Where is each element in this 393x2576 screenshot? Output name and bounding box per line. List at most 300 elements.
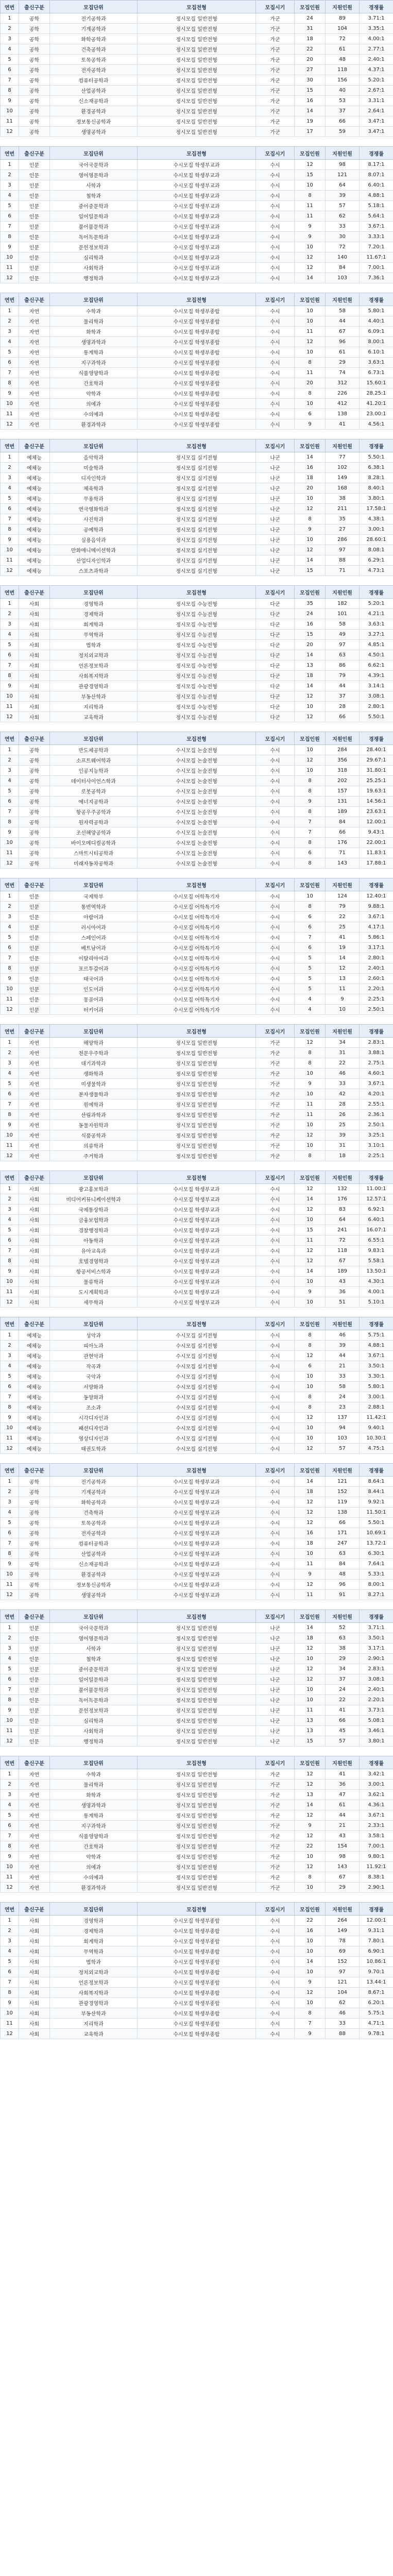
cell-quota: 16 <box>295 1528 326 1538</box>
cell-rate: 3.42:1 <box>360 1769 393 1780</box>
cell-dept: 수시모집 어학특기자 <box>138 933 256 943</box>
column-header: 연번 <box>1 586 19 599</box>
cell-quota: 9 <box>295 524 326 535</box>
cell-edu: 인공지능학과 <box>50 766 138 776</box>
cell-rate: 4.88:1 <box>360 1341 393 1351</box>
cell-rate: 4.88:1 <box>360 191 393 201</box>
cell-edu: 항공우주공학과 <box>50 807 138 817</box>
cell-no: 4 <box>1 1069 19 1079</box>
cell-kind: 가군 <box>256 1151 295 1161</box>
cell-app: 37 <box>326 106 360 116</box>
cell-rate: 23.63:1 <box>360 807 393 817</box>
cell-rate: 5.50:1 <box>360 1518 393 1528</box>
data-table <box>0 1902 393 2039</box>
cell-rate: 2.90:1 <box>360 1654 393 1664</box>
cell-quota: 11 <box>295 368 326 378</box>
cell-dept: 수시모집 실기전형 <box>138 1382 256 1392</box>
cell-rate: 3.63:1 <box>360 358 393 368</box>
cell-kind: 다군 <box>256 630 295 640</box>
cell-no: 1 <box>1 1623 19 1633</box>
table-header-row <box>1 1171 393 1184</box>
cell-no: 2 <box>1 1780 19 1790</box>
cell-edu: 수의예과 <box>50 1872 138 1883</box>
cell-type: 사회 <box>19 1287 50 1297</box>
table-row <box>1 1444 393 1454</box>
cell-type: 예체능 <box>19 1371 50 1382</box>
cell-dept: 정시모집 일반전형 <box>138 1862 256 1872</box>
table-row <box>1 86 393 96</box>
cell-type: 자연 <box>19 337 50 347</box>
cell-rate: 3.67:1 <box>360 1351 393 1361</box>
column-header: 출신구분 <box>19 1610 50 1623</box>
cell-quota: 12 <box>295 1643 326 1654</box>
column-header: 출신구분 <box>19 732 50 745</box>
cell-quota: 6 <box>295 922 326 933</box>
cell-quota: 16 <box>295 463 326 473</box>
cell-app: 34 <box>326 1664 360 1674</box>
table-row <box>1 347 393 358</box>
cell-kind: 수시 <box>256 1330 295 1341</box>
column-header: 경쟁률 <box>360 1 393 13</box>
cell-app: 35 <box>326 514 360 524</box>
table-row <box>1 180 393 191</box>
cell-edu: 산업공학과 <box>50 86 138 96</box>
cell-quota: 16 <box>295 96 326 106</box>
cell-rate: 23.00:1 <box>360 409 393 419</box>
cell-app: 9 <box>326 994 360 1005</box>
column-header: 모집시기 <box>256 878 295 891</box>
cell-app: 67 <box>326 1872 360 1883</box>
cell-rate: 3.27:1 <box>360 630 393 640</box>
cell-rate: 3.35:1 <box>360 24 393 34</box>
table-row <box>1 524 393 535</box>
table-row <box>1 817 393 827</box>
cell-edu: 산업디자인학과 <box>50 555 138 566</box>
cell-quota: 8 <box>295 388 326 399</box>
cell-dept: 정시모집 수능전형 <box>138 681 256 691</box>
cell-edu: 미생물학과 <box>50 1079 138 1089</box>
cell-no: 3 <box>1 1351 19 1361</box>
cell-kind: 수시 <box>256 1287 295 1297</box>
cell-rate: 4.60:1 <box>360 1069 393 1079</box>
cell-dept: 수시모집 논술전형 <box>138 817 256 827</box>
cell-app: 189 <box>326 807 360 817</box>
cell-dept: 수시모집 학생부교과 <box>138 1497 256 1507</box>
cell-no: 8 <box>1 1110 19 1120</box>
cell-edu: 불어불문학과 <box>50 1685 138 1695</box>
cell-type: 예체능 <box>19 1413 50 1423</box>
cell-dept: 수시모집 학생부교과 <box>138 1235 256 1246</box>
cell-type: 인문 <box>19 1623 50 1633</box>
cell-type: 사회 <box>19 1946 50 1957</box>
cell-dept: 정시모집 일반전형 <box>138 1790 256 1800</box>
cell-app: 71 <box>326 566 360 576</box>
cell-kind: 가군 <box>256 1048 295 1058</box>
cell-edu: 약학과 <box>50 388 138 399</box>
cell-no: 3 <box>1 619 19 630</box>
cell-kind: 수시 <box>256 1423 295 1433</box>
cell-kind: 나군 <box>256 483 295 494</box>
cell-kind: 수시 <box>256 1194 295 1205</box>
cell-dept: 수시모집 어학특기자 <box>138 902 256 912</box>
cell-quota: 9 <box>295 1821 326 1831</box>
cell-edu: 생화학과 <box>50 1069 138 1079</box>
cell-kind: 가군 <box>256 1069 295 1079</box>
column-header: 모집시기 <box>256 1025 295 1038</box>
cell-rate: 8.17:1 <box>360 160 393 170</box>
cell-no: 3 <box>1 1936 19 1946</box>
cell-app: 38 <box>326 494 360 504</box>
cell-type: 인문 <box>19 994 50 1005</box>
cell-no: 5 <box>1 1518 19 1528</box>
cell-edu: 철학과 <box>50 191 138 201</box>
cell-kind: 가군 <box>256 55 295 65</box>
cell-no: 11 <box>1 1726 19 1736</box>
table-row <box>1 1058 393 1069</box>
cell-app: 176 <box>326 1194 360 1205</box>
cell-app: 264 <box>326 1916 360 1926</box>
column-header: 모집전형 <box>138 586 256 599</box>
cell-rate: 6.29:1 <box>360 555 393 566</box>
cell-app: 53 <box>326 96 360 106</box>
cell-type: 자연 <box>19 388 50 399</box>
column-header: 모집시기 <box>256 732 295 745</box>
cell-no: 6 <box>1 1382 19 1392</box>
cell-kind: 수시 <box>256 1926 295 1936</box>
data-table <box>0 146 393 283</box>
table-row <box>1 1695 393 1705</box>
cell-app: 44 <box>326 681 360 691</box>
cell-quota: 9 <box>295 1977 326 1988</box>
cell-app: 52 <box>326 1623 360 1633</box>
cell-type: 공학 <box>19 827 50 838</box>
cell-edu: 중어중문학과 <box>50 1664 138 1674</box>
table-row <box>1 378 393 388</box>
cell-app: 10 <box>326 1005 360 1015</box>
cell-quota: 17 <box>295 127 326 137</box>
table-row <box>1 399 393 409</box>
cell-quota: 10 <box>295 766 326 776</box>
cell-kind: 가군 <box>256 1058 295 1069</box>
cell-quota: 12 <box>295 337 326 347</box>
cell-no: 2 <box>1 463 19 473</box>
table-section <box>0 585 393 722</box>
cell-rate: 7.00:1 <box>360 263 393 273</box>
cell-quota: 11 <box>295 1110 326 1120</box>
cell-dept: 수시모집 어학특기자 <box>138 922 256 933</box>
table-row <box>1 1862 393 1872</box>
cell-edu: 심리학과 <box>50 252 138 263</box>
cell-no: 12 <box>1 1297 19 1308</box>
cell-type: 인문 <box>19 1695 50 1705</box>
cell-type: 인문 <box>19 974 50 984</box>
cell-app: 27 <box>326 524 360 535</box>
cell-kind: 수시 <box>256 327 295 337</box>
cell-no: 1 <box>1 599 19 609</box>
cell-app: 26 <box>326 1110 360 1120</box>
cell-dept: 수시모집 학생부교과 <box>138 191 256 201</box>
cell-quota: 22 <box>295 1841 326 1852</box>
cell-rate: 8.38:1 <box>360 1872 393 1883</box>
cell-app: 57 <box>326 201 360 211</box>
cell-dept: 정시모집 일반전형 <box>138 1099 256 1110</box>
cell-no: 7 <box>1 1538 19 1549</box>
cell-type: 인문 <box>19 252 50 263</box>
cell-no: 4 <box>1 483 19 494</box>
cell-edu: 이탈리아어과 <box>50 953 138 963</box>
cell-type: 사회 <box>19 2008 50 2019</box>
cell-edu: 태국어과 <box>50 974 138 984</box>
cell-no: 9 <box>1 1559 19 1569</box>
cell-no: 8 <box>1 232 19 242</box>
cell-quota: 31 <box>295 24 326 34</box>
cell-dept: 수시모집 논술전형 <box>138 786 256 796</box>
cell-no: 2 <box>1 24 19 34</box>
table-row <box>1 712 393 722</box>
cell-dept: 수시모집 학생부교과 <box>138 1507 256 1518</box>
cell-edu: 전기공학과 <box>50 13 138 24</box>
cell-type: 공학 <box>19 75 50 86</box>
cell-kind: 나군 <box>256 1736 295 1747</box>
cell-dept: 수시모집 학생부교과 <box>138 170 256 180</box>
cell-edu: 음악학과 <box>50 452 138 463</box>
cell-type: 예체능 <box>19 1392 50 1402</box>
cell-app: 157 <box>326 786 360 796</box>
cell-app: 66 <box>326 827 360 838</box>
cell-app: 89 <box>326 13 360 24</box>
cell-rate: 9.88:1 <box>360 902 393 912</box>
column-header: 모집시기 <box>256 1171 295 1184</box>
cell-app: 40 <box>326 86 360 96</box>
cell-kind: 수시 <box>256 306 295 316</box>
cell-quota: 12 <box>295 712 326 722</box>
cell-app: 63 <box>326 1549 360 1559</box>
cell-type: 예체능 <box>19 524 50 535</box>
cell-edu: 스페인어과 <box>50 933 138 943</box>
cell-kind: 수시 <box>256 2019 295 2029</box>
cell-kind: 나군 <box>256 504 295 514</box>
cell-kind: 수시 <box>256 858 295 869</box>
column-header: 지원인원 <box>326 1171 360 1184</box>
cell-no: 6 <box>1 1089 19 1099</box>
cell-dept: 수시모집 학생부종합 <box>138 306 256 316</box>
cell-kind: 수시 <box>256 1266 295 1277</box>
cell-edu: 건축학과 <box>50 1507 138 1518</box>
cell-quota: 15 <box>295 1736 326 1747</box>
cell-dept: 수시모집 학생부종합 <box>138 1936 256 1946</box>
cell-rate: 3.63:1 <box>360 619 393 630</box>
table-row <box>1 1402 393 1413</box>
cell-rate: 4.38:1 <box>360 514 393 524</box>
cell-type: 자연 <box>19 306 50 316</box>
cell-dept: 정시모집 일반전형 <box>138 1841 256 1852</box>
cell-app: 29 <box>326 358 360 368</box>
cell-no: 5 <box>1 55 19 65</box>
cell-type: 사회 <box>19 1205 50 1215</box>
cell-app: 77 <box>326 452 360 463</box>
cell-no: 9 <box>1 681 19 691</box>
table-row <box>1 1685 393 1695</box>
table-row <box>1 827 393 838</box>
cell-edu: 유아교육과 <box>50 1246 138 1256</box>
cell-quota: 16 <box>295 1926 326 1936</box>
table-row <box>1 1538 393 1549</box>
table-row <box>1 1831 393 1841</box>
column-header: 연번 <box>1 147 19 160</box>
cell-no: 12 <box>1 419 19 430</box>
cell-no: 9 <box>1 1413 19 1423</box>
cell-app: 22 <box>326 912 360 922</box>
cell-app: 318 <box>326 766 360 776</box>
column-header: 모집인원 <box>295 878 326 891</box>
cell-app: 43 <box>326 1277 360 1287</box>
cell-rate: 3.00:1 <box>360 524 393 535</box>
cell-no: 1 <box>1 160 19 170</box>
cell-type: 인문 <box>19 1685 50 1695</box>
cell-rate: 2.88:1 <box>360 1402 393 1413</box>
cell-edu: 생명공학과 <box>50 127 138 137</box>
cell-no: 7 <box>1 75 19 86</box>
table-row <box>1 483 393 494</box>
table-row <box>1 368 393 378</box>
cell-rate: 2.40:1 <box>360 1685 393 1695</box>
cell-dept: 정시모집 일반전형 <box>138 1831 256 1841</box>
cell-edu: 수학과 <box>50 1769 138 1780</box>
cell-rate: 31.80:1 <box>360 766 393 776</box>
cell-rate: 4.56:1 <box>360 419 393 430</box>
cell-rate: 2.55:1 <box>360 1099 393 1110</box>
cell-type: 사회 <box>19 1215 50 1225</box>
cell-rate: 11.83:1 <box>360 848 393 858</box>
column-header: 모집인원 <box>295 147 326 160</box>
cell-type: 자연 <box>19 1862 50 1872</box>
cell-no: 7 <box>1 1685 19 1695</box>
cell-dept: 수시모집 실기전형 <box>138 1392 256 1402</box>
cell-type: 예체능 <box>19 555 50 566</box>
cell-no: 7 <box>1 1246 19 1256</box>
table-row <box>1 1277 393 1287</box>
cell-no: 1 <box>1 1477 19 1487</box>
cell-type: 사회 <box>19 1977 50 1988</box>
column-header: 지원인원 <box>326 732 360 745</box>
cell-quota: 14 <box>295 1800 326 1810</box>
cell-dept: 수시모집 학생부교과 <box>138 273 256 283</box>
cell-dept: 수시모집 학생부종합 <box>138 409 256 419</box>
cell-rate: 13.50:1 <box>360 1266 393 1277</box>
cell-dept: 정시모집 실기전형 <box>138 504 256 514</box>
cell-type: 인문 <box>19 1005 50 1015</box>
cell-dept: 수시모집 학생부교과 <box>138 1297 256 1308</box>
cell-edu: 환경과학과 <box>50 1883 138 1893</box>
cell-edu: 화학공학과 <box>50 1497 138 1507</box>
column-header: 모집전형 <box>138 1903 256 1916</box>
cell-type: 공학 <box>19 766 50 776</box>
table-section <box>0 439 393 576</box>
cell-no: 1 <box>1 452 19 463</box>
cell-type: 사회 <box>19 2029 50 2039</box>
cell-kind: 수시 <box>256 827 295 838</box>
column-header: 모집인원 <box>295 586 326 599</box>
cell-dept: 정시모집 수능전형 <box>138 599 256 609</box>
cell-no: 3 <box>1 180 19 191</box>
cell-kind: 수시 <box>256 953 295 963</box>
table-row <box>1 1988 393 1998</box>
cell-dept: 수시모집 학생부종합 <box>138 1988 256 1998</box>
cell-dept: 정시모집 일반전형 <box>138 1821 256 1831</box>
cell-quota: 10 <box>295 1120 326 1130</box>
cell-app: 138 <box>326 409 360 419</box>
cell-type: 사회 <box>19 1988 50 1998</box>
cell-rate: 2.40:1 <box>360 55 393 65</box>
cell-dept: 수시모집 학생부종합 <box>138 1998 256 2008</box>
cell-edu: 의예과 <box>50 1862 138 1872</box>
cell-kind: 나군 <box>256 1716 295 1726</box>
cell-app: 97 <box>326 1967 360 1977</box>
cell-rate: 5.20:1 <box>360 599 393 609</box>
cell-quota: 8 <box>295 1402 326 1413</box>
cell-dept: 수시모집 학생부종합 <box>138 2019 256 2029</box>
cell-kind: 수시 <box>256 1341 295 1351</box>
cell-type: 자연 <box>19 1151 50 1161</box>
cell-quota: 9 <box>295 1287 326 1297</box>
cell-rate: 11.67:1 <box>360 252 393 263</box>
cell-dept: 정시모집 실기전형 <box>138 566 256 576</box>
cell-kind: 수시 <box>256 933 295 943</box>
cell-quota: 10 <box>295 494 326 504</box>
data-table <box>0 585 393 722</box>
table-row <box>1 1341 393 1351</box>
cell-no: 2 <box>1 609 19 619</box>
cell-rate: 3.67:1 <box>360 1079 393 1089</box>
column-header: 연번 <box>1 1171 19 1184</box>
cell-dept: 정시모집 수능전형 <box>138 619 256 630</box>
cell-app: 79 <box>326 902 360 912</box>
cell-rate: 15.60:1 <box>360 378 393 388</box>
cell-quota: 10 <box>295 535 326 545</box>
cell-quota: 12 <box>295 755 326 766</box>
cell-dept: 정시모집 실기전형 <box>138 494 256 504</box>
cell-type: 공학 <box>19 786 50 796</box>
cell-edu: 영어영문학과 <box>50 1633 138 1643</box>
cell-edu: 소프트웨어학과 <box>50 755 138 766</box>
cell-quota: 18 <box>295 1487 326 1497</box>
cell-quota: 8 <box>295 1048 326 1058</box>
cell-type: 자연 <box>19 1810 50 1821</box>
table-row <box>1 848 393 858</box>
cell-edu: 행정학과 <box>50 273 138 283</box>
cell-dept: 수시모집 학생부교과 <box>138 222 256 232</box>
cell-edu: 불어불문학과 <box>50 222 138 232</box>
cell-type: 공학 <box>19 96 50 106</box>
cell-rate: 6.62:1 <box>360 660 393 671</box>
table-header-row <box>1 1317 393 1330</box>
cell-edu: 영어영문학과 <box>50 170 138 180</box>
cell-rate: 28.60:1 <box>360 535 393 545</box>
cell-kind: 수시 <box>256 984 295 994</box>
cell-app: 63 <box>326 1633 360 1643</box>
cell-edu: 대기과학과 <box>50 1058 138 1069</box>
cell-kind: 수시 <box>256 201 295 211</box>
cell-quota: 16 <box>295 619 326 630</box>
table-row <box>1 1800 393 1810</box>
table-header-row <box>1 147 393 160</box>
table-row <box>1 1423 393 1433</box>
cell-dept: 수시모집 실기전형 <box>138 1351 256 1361</box>
cell-kind: 수시 <box>256 943 295 953</box>
cell-dept: 수시모집 학생부교과 <box>138 1184 256 1194</box>
cell-quota: 11 <box>295 1590 326 1600</box>
cell-dept: 수시모집 실기전형 <box>138 1341 256 1351</box>
